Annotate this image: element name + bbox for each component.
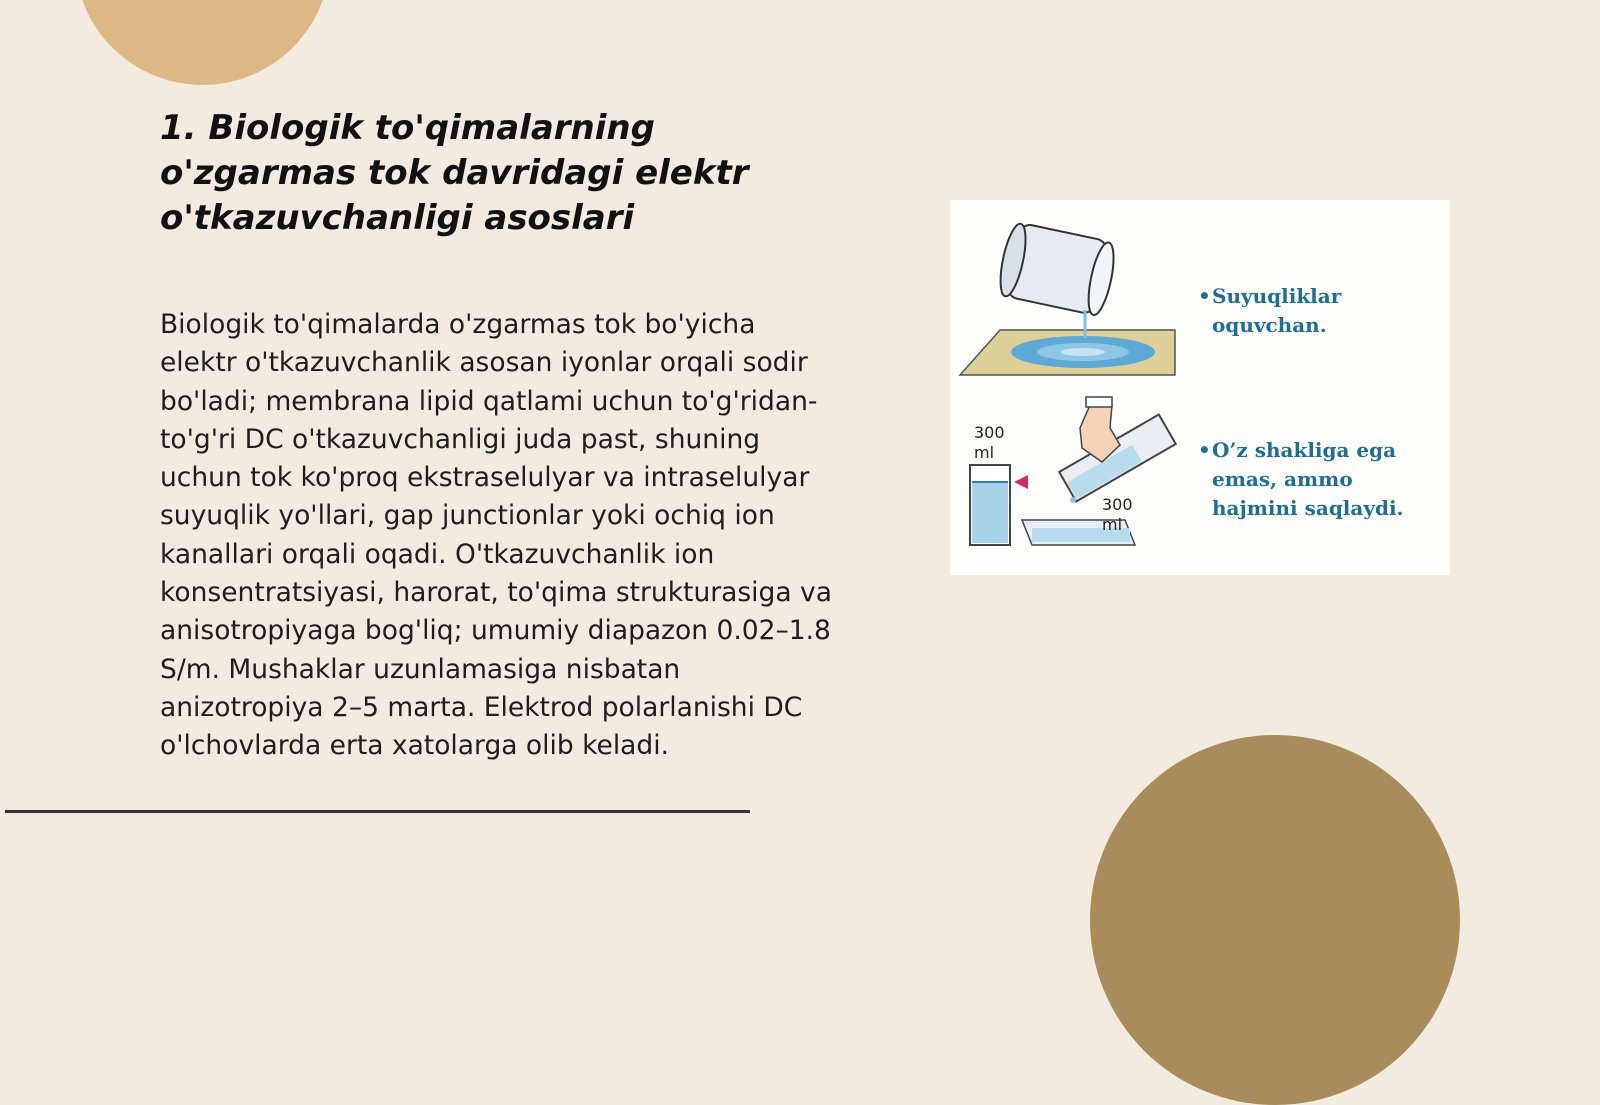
volume-label-cylinder: 300 ml xyxy=(974,423,1005,462)
liquid-properties-figure xyxy=(950,200,1450,575)
pouring-glass-shape xyxy=(996,221,1119,317)
decorative-line xyxy=(5,810,750,813)
decorative-circle-top xyxy=(75,0,330,85)
slide-body-text: Biologik to'qimalarda o'zgarmas tok bo'yicha elektr o'tkazuvchanlik asosan iyonlar orqali sodir bo'ladi; membrana lipid qatlami uchun to'g'ridan-to'g'ri DC o'tkazuvchanligi juda past, shuning uchun tok ko'proq ekstraselulyar va intraselulyar suyuqlik yo'llari, gap junctionlar yoki ochiq ion kanallari orqali oqadi. O'tkazuvchanlik ion konsentratsiyasi, harorat, to'qima strukturasiga va anisotropiyaga bog'liq; umumiy diapazon 0.02–1.8 S/m. Mushaklar uzunlamasiga nisbatan anizotropiya 2–5 marta. Elektrod polarlanishi DC o'lchovlarda erta xatolarga olib keladi. xyxy=(160,309,832,762)
bullet-marker: • xyxy=(1198,284,1211,308)
figure-caption-1 xyxy=(1198,282,1432,340)
caption-2-text: O’z shakliga ega emas, ammo hajmini saqlaydi. xyxy=(1212,438,1404,520)
slide-title: 1. Biologik to'qimalarning o'zgarmas tok davridagi elektr o'tkazuvchanligi asoslari xyxy=(160,108,749,238)
bullet-marker: • xyxy=(1198,438,1211,462)
water-drop-shape xyxy=(1070,497,1076,503)
caption-1-text: Suyuqliklar oquvchan. xyxy=(1212,284,1342,337)
level-marker-arrow xyxy=(1014,475,1028,489)
figure-caption-2 xyxy=(1198,436,1442,523)
decorative-circle-bottom xyxy=(1090,735,1460,1105)
tilted-container-shape xyxy=(1059,415,1176,502)
volume-label-tray: 300 ml xyxy=(1102,495,1133,534)
